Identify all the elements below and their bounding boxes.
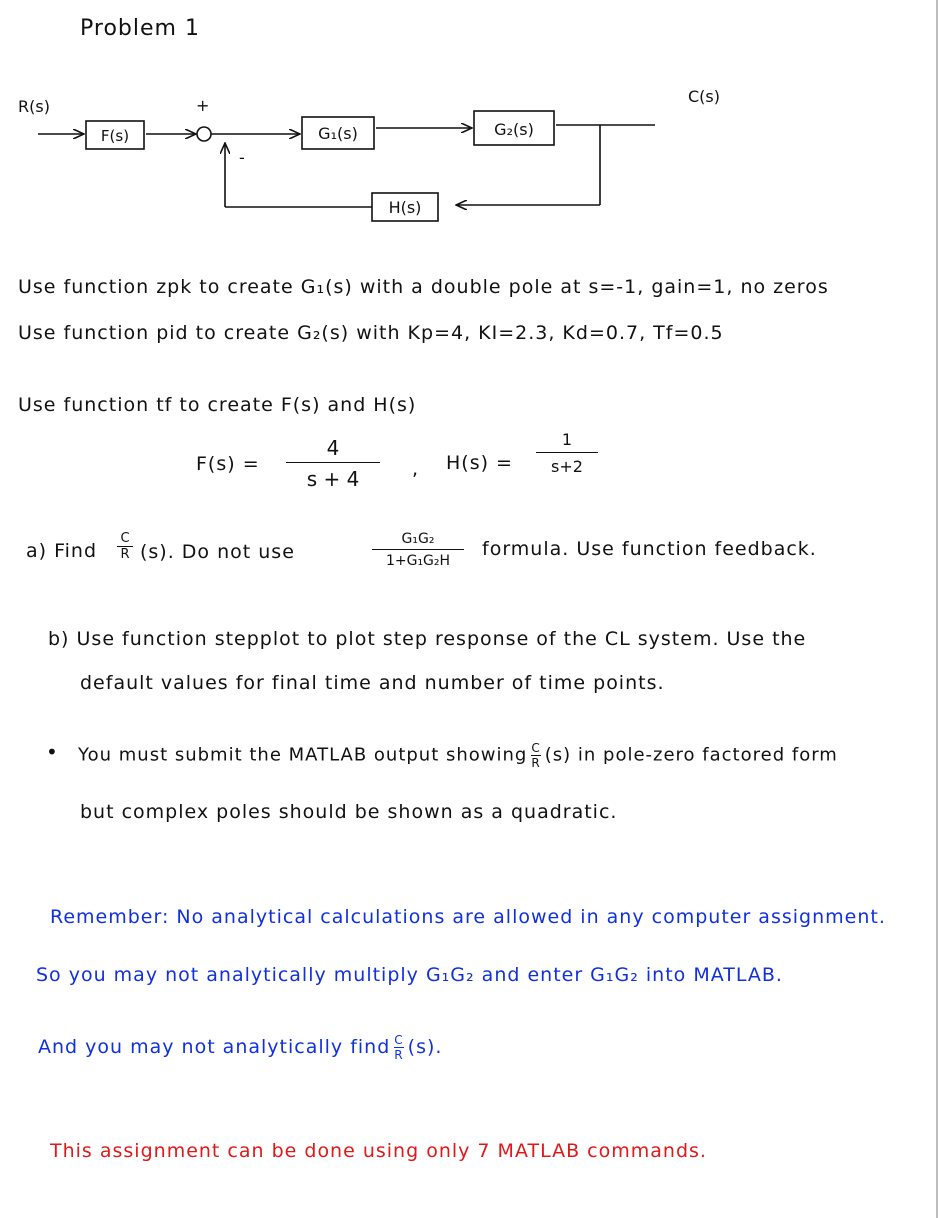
summing-junction [197,127,211,141]
bullet-line1 [78,742,838,769]
formula-bar [372,549,464,550]
instruction-tf: Use function tf to create F(s) and H(s) [18,394,417,416]
bullet-ratio-den: R [531,756,541,770]
problem-title: Problem 1 [80,16,200,41]
remember-line3-prefix: And you may not analytically find [38,1036,391,1058]
part-b-line2: default values for final time and number of time points. [80,672,665,694]
remember-ratio-num: C [394,1033,404,1047]
f-numerator: 4 [326,436,340,460]
output-label: C(s) [688,87,720,106]
h-denominator: s+2 [551,457,583,476]
h-numerator: 1 [561,430,573,449]
part-a-suffix: formula. Use function feedback. [482,538,817,560]
block-diagram [0,0,938,240]
part-a-ratio-den: R [120,547,130,562]
part-a-mid: (s). Do not use [140,541,295,563]
h-block-label: H(s) [388,198,422,217]
closed-loop-formula [372,532,464,568]
h-fraction-bar [536,452,598,453]
f-block-label: F(s) [100,127,130,145]
f-denominator: s + 4 [306,467,360,491]
h-fraction [536,432,598,475]
bullet-line2: but complex poles should be shown as a quadratic. [80,801,618,823]
bullet-suffix: (s) in pole-zero factored form [544,744,838,766]
bullet-prefix: You must submit the MATLAB output showing [78,744,528,766]
part-b-line1: b) Use function stepplot to plot step response of the CL system. Use the [48,628,807,650]
remember-line3 [38,1034,442,1061]
bullet-marker: • [46,740,59,764]
remember-ratio-den: R [394,1048,404,1062]
remember-ratio [394,1034,403,1061]
remember-line1: Remember: No analytical calculations are allowed in any computer assignment. [50,906,886,928]
g1-block-label: G₁(s) [318,124,358,143]
commands-note: This assignment can be done using only 7 MATLAB commands. [50,1140,707,1162]
formula-denominator: 1+G₁G₂H [385,553,451,569]
f-fraction [286,438,380,489]
part-a-ratio [117,532,133,561]
g2-block-label: G₂(s) [494,120,534,139]
equation-separator: , [412,458,420,480]
instruction-pid: Use function pid to create G₂(s) with Kp=4, KI=2.3, Kd=0.7, Tf=0.5 [18,322,724,344]
instruction-zpk: Use function zpk to create G₁(s) with a double pole at s=-1, gain=1, no zeros [18,276,829,298]
part-a-ratio-num: C [120,531,130,546]
input-label: R(s) [18,97,50,116]
f-equation-lhs: F(s) = [196,453,260,475]
plus-sign: + [196,96,210,115]
minus-sign: - [239,148,245,167]
h-equation-lhs: H(s) = [446,452,513,474]
bullet-ratio [531,742,540,769]
remember-line3-suffix: (s). [407,1036,443,1058]
f-fraction-bar [286,462,380,463]
part-a-prefix: a) Find [26,540,98,562]
remember-line2: So you may not analytically multiply G₁G₂ and enter G₁G₂ into MATLAB. [36,964,783,986]
formula-numerator: G₁G₂ [401,531,435,547]
bullet-ratio-num: C [531,741,541,755]
